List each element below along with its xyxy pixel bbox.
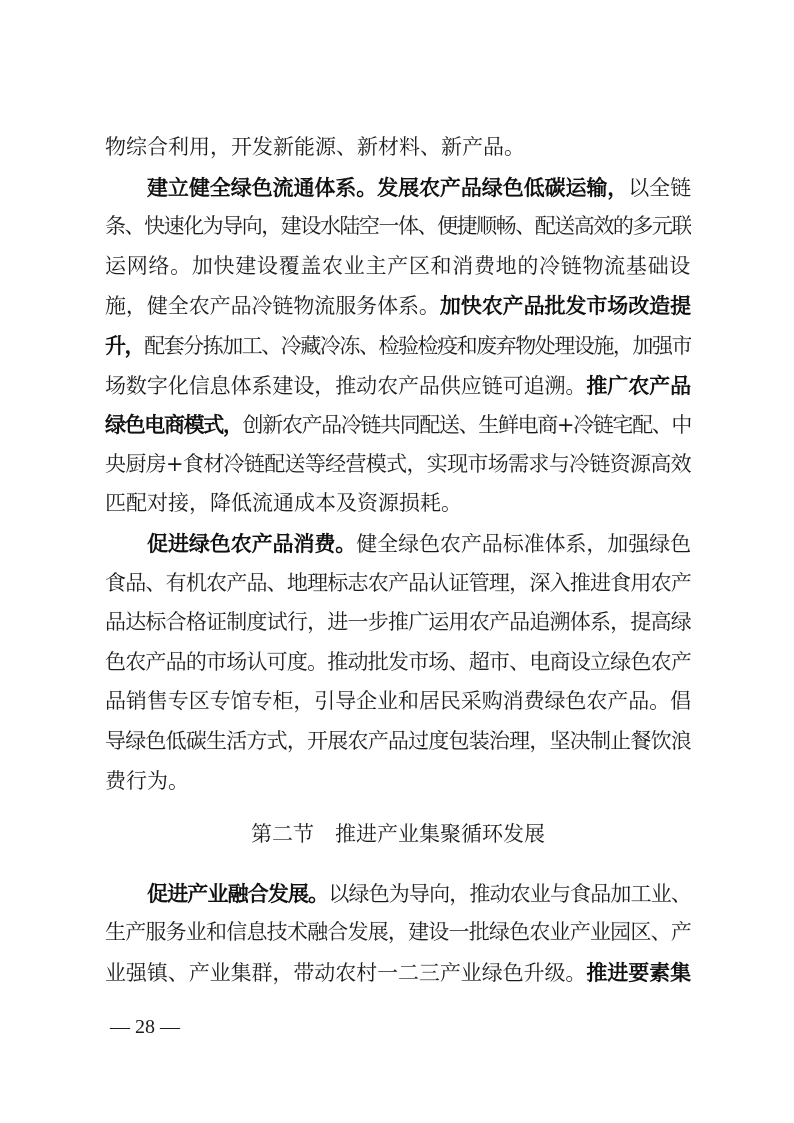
text-line <box>105 682 691 722</box>
text-run: 食品、有机农产品、地理标志农产品认证管理，深入推进食用农产 <box>105 570 691 595</box>
text-line <box>105 445 691 485</box>
text-run: 色农产品的市场认可度。推动批发市场、超市、电商设立绿色农产 <box>105 649 691 674</box>
text-line <box>105 128 691 168</box>
line-text <box>147 168 691 208</box>
bold-text-run: 推进要素集 <box>586 959 691 985</box>
bold-text-run: 升， <box>105 332 145 358</box>
text-line <box>105 405 691 445</box>
bold-text-run: 促进绿色农产品消费。 <box>147 530 357 556</box>
text-line <box>105 207 691 247</box>
text-run: 场数字化信息体系建设，推动农产品供应链可追溯。 <box>105 373 587 398</box>
text-run: 匹配对接，降低流通成本及资源损耗。 <box>105 491 462 516</box>
text-line <box>105 524 691 564</box>
text-line <box>105 168 691 208</box>
line-text <box>105 953 691 993</box>
paragraph <box>105 524 691 801</box>
bold-text-run: 加快农产品批发市场改造提 <box>439 293 691 319</box>
text-run: 以全链 <box>628 175 691 200</box>
line-text <box>105 366 691 406</box>
text-line <box>105 762 691 802</box>
line-text <box>105 207 691 247</box>
text-run: 品销售专区专馆专柜，引导企业和居民采购消费绿色农产品。倡 <box>105 689 691 714</box>
line-text <box>105 326 691 366</box>
text-run: 生产服务业和信息技术融合发展，建设一批绿色农业产业园区、产 <box>105 920 691 945</box>
line-text <box>105 405 691 445</box>
text-run: 条、快速化为导向，建设水陆空一体、便捷顺畅、配送高效的多元联 <box>105 214 691 239</box>
line-text <box>105 445 691 485</box>
line-text <box>105 128 525 168</box>
text-line <box>105 366 691 406</box>
text-line <box>105 326 691 366</box>
line-text <box>105 913 691 953</box>
line-text <box>105 286 691 326</box>
bold-text-run: 建立健全绿色流通体系。发展农产品绿色低碳运输， <box>147 174 629 200</box>
text-line <box>105 286 691 326</box>
text-line <box>105 722 691 762</box>
text-line <box>105 643 691 683</box>
line-text <box>105 722 691 762</box>
text-run: 施，健全农产品冷链物流服务体系。 <box>105 294 440 319</box>
line-text <box>147 874 691 914</box>
text-line <box>105 603 691 643</box>
text-run: 运网络。加快建设覆盖农业主产区和消费地的冷链物流基础设 <box>105 253 691 278</box>
page-number: — 28 — <box>110 1016 180 1038</box>
text-run: 以绿色为导向，推动农业与食品加工业、 <box>328 881 691 906</box>
bold-text-run: 推广农产品 <box>586 372 691 398</box>
text-line <box>105 953 691 993</box>
text-run: 配套分拣加工、冷藏冷冻、检验检疫和废弃物处理设施，加强市 <box>144 333 691 358</box>
line-text <box>105 643 691 683</box>
line-text <box>105 682 691 722</box>
text-line <box>105 247 691 287</box>
text-line <box>105 874 691 914</box>
section-heading: 第二节 推进产业集聚循环发展 <box>251 822 545 847</box>
text-line <box>105 913 691 953</box>
line-text <box>147 524 691 564</box>
line-text <box>105 603 691 643</box>
text-run: 创新农产品冷链共同配送、生鲜电商+冷链宅配、中 <box>242 413 691 438</box>
bold-text-run: 绿色电商模式， <box>105 412 243 438</box>
text-run: 央厨房+食材冷链配送等经营模式，实现市场需求与冷链资源高效 <box>105 451 691 476</box>
bold-text-run: 促进产业融合发展。 <box>147 880 329 906</box>
text-run: 健全绿色农产品标准体系，加强绿色 <box>356 531 691 556</box>
document-body <box>105 128 691 992</box>
text-run: 品达标合格证制度试行，进一步推广运用农产品追溯体系，提高绿 <box>105 610 691 635</box>
paragraph <box>105 168 691 524</box>
line-text <box>105 762 189 802</box>
paragraph <box>105 128 691 168</box>
paragraph <box>105 874 691 993</box>
text-run: 导绿色低碳生活方式，开展农产品过度包装治理，坚决制止餐饮浪 <box>105 728 691 753</box>
line-text <box>105 247 691 287</box>
text-line <box>105 484 691 524</box>
text-run: 业强镇、产业集群，带动农村一二三产业绿色升级。 <box>105 960 587 985</box>
text-run: 费行为。 <box>105 768 189 793</box>
line-text <box>105 564 691 604</box>
text-run: 物综合利用，开发新能源、新材料、新产品。 <box>105 135 525 159</box>
text-line <box>105 564 691 604</box>
line-text <box>105 484 462 524</box>
